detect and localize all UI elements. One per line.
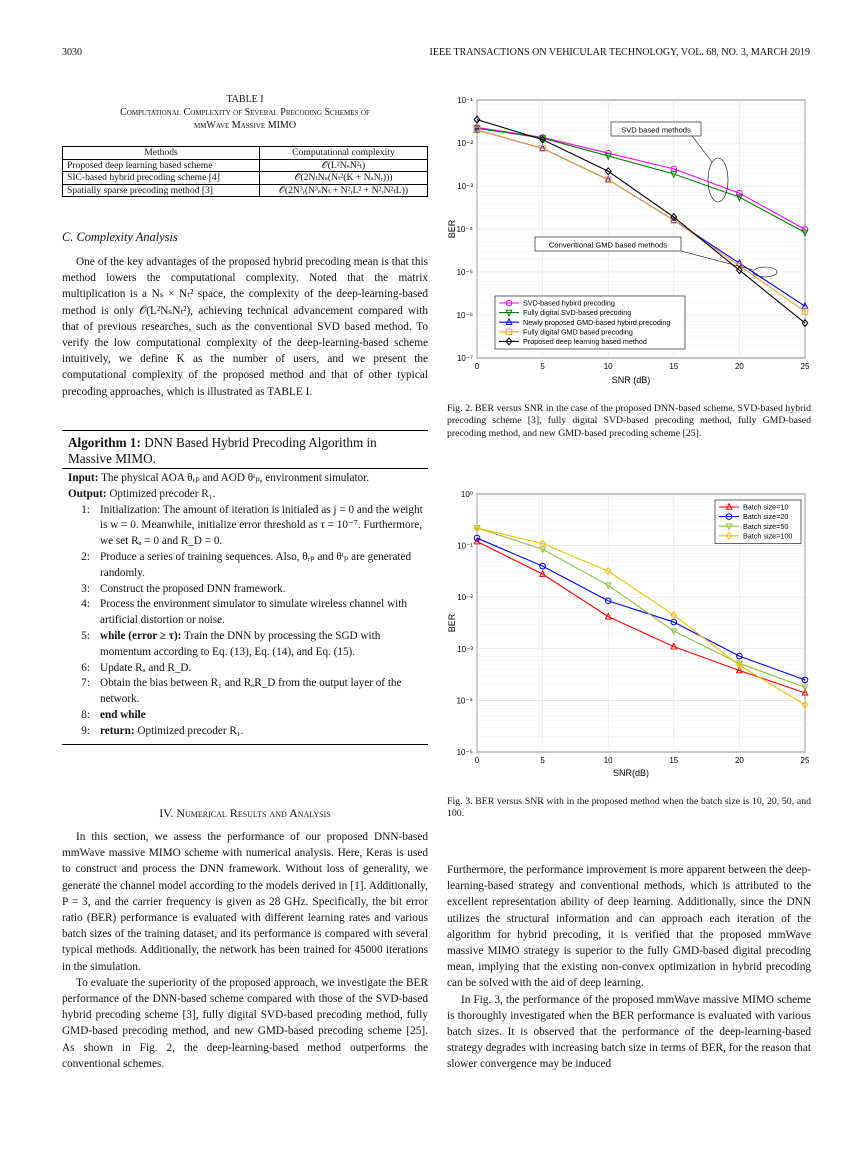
right-paragraph-1: Furthermore, the performance improvement is more apparent between the deep-learning-based strategy and conventional methods, which is attributed to the excellent representation ability of deep learning. Additionally, since the DNN utilizes the structural information and can approach each iteration of the algorithm for hybrid precoding, it is verified that the proposed mmWave massive MIMO strategy is superior to the fully GMD-based digital precoding mean, implying that the existing non-convex optimization in hybrid precoding can be solved with the aid of deep learning. [447,864,811,990]
table-header-methods: Methods [63,147,260,160]
algorithm-output: Optimized precoder R₁. [106,487,216,500]
y-tick-label: 10⁰ [460,490,473,499]
page-number: 3030 [62,47,82,58]
complexity-paragraph: One of the key advantages of the proposed hybrid precoding mean is that this method lowers the computational complexity. Noted that the matrix multiplication is a Nₛ × Nₜ² space, the complexity of the deep-learning-based method is only 𝒪(L²NₛNₜ²), achieving technical advancement compared with that of previous researches, such as the conventional SVD based method. To verify the low computational complexity of the deep-learning-based scheme intuitively, we define K as the number of users, and we present the computational complexity of the proposed method and that of other typical precoding approaches, which is illustrated as TABLE I. [62,256,428,398]
y-tick-label: 10⁻⁴ [456,225,473,234]
fig3-xlabel: SNR(dB) [612,768,650,778]
algorithm-step: 3: Construct the proposed DNN framework. [81,582,286,595]
algorithm-step: 2: Produce a series of training sequences. Also, θᵣₚ and θᵗₚ are generated randomly. [81,550,412,579]
algorithm-box [62,430,428,745]
table-cell: Proposed deep learning based scheme [63,159,260,172]
table-cell: Spatially sparse precoding method [3] [63,184,260,197]
x-tick-label: 25 [800,756,810,765]
algorithm-step: 4: Process the environment simulator to simulate wireless channel with artificial distortion or noise. [81,598,407,627]
fig2-chart [447,92,817,392]
y-tick-label: 10⁻⁴ [456,696,473,706]
legend-label: Fully digital SVD-based precoding [523,308,632,318]
legend-label: Newly proposed GMD-based hybird precoding [523,317,671,327]
fig3-caption: Fig. 3. BER versus SNR with in the proposed method when the batch size is 10, 20, 50, and 100. [447,796,811,820]
y-tick-label: 10⁻⁶ [456,311,473,320]
y-tick-label: 10⁻⁵ [456,748,473,757]
table-title-line2: mmWave Massive MIMO [193,120,297,131]
fig3-chart [447,486,817,782]
fig2-xlabel: SNR (dB) [611,375,651,385]
y-tick-label: 10⁻² [457,593,473,603]
fig2-caption: Fig. 2. BER versus SNR in the case of the proposed DNN-based scheme, SVD-based hybrid precoding scheme [3], fully digital SVD-based precoding method, fully GMD-based precoding method, and new GMD-based precoding scheme [25]. [447,403,811,439]
legend-label: Batch size=100 [743,531,793,541]
x-tick-label: 0 [474,362,480,371]
legend-label: Batch size=10 [743,502,789,512]
legend-label: SVD-based hybird precoding [523,298,615,308]
table-cell: 𝒪(2N³ᵣ(N³ₛNₜ + N²ᵣL² + N²ᵣN²ₜL)) [259,184,427,197]
algorithm-input-label: Input: [68,472,99,484]
y-tick-label: 10⁻¹ [457,541,473,551]
algorithm-step: 7: Obtain the bias between R₁ and RₐR_D from the output layer of the network. [81,677,402,706]
y-tick-label: 10⁻¹ [457,96,473,105]
x-tick-label: 20 [734,756,744,765]
fig3-ylabel: BER [447,613,457,633]
results-paragraph-1: In this section, we assess the performance of our proposed DNN-based mmWave massive MIMO scheme with numerical analysis. Here, Keras is used to construct and process the DNN framework. Without loss of generality, we generate the channel model according to the models derived in [1]. Additionally, P = 3, and the carrier frequency is given as 28 GHz. Specifically, the bit error ratio (BER) performance is evaluated with different learning rates and various batch sizes of the training dataset, and its performance is compared with several typical methods. Additionally, the network has been trained for 45000 iterations in the simulation. [62,831,428,973]
fig2-annotation-svd: SVD based methods [621,125,691,135]
legend-label: Batch size=50 [743,521,789,531]
section-heading-complexity: C. Complexity Analysis [62,230,178,244]
y-tick-label: 10⁻³ [457,644,473,654]
algorithm-title: DNN Based Hybrid Precoding Algorithm in Massive MIMO. [68,435,377,466]
algorithm-output-label: Output: [68,487,107,500]
section-heading-results: IV. Numerical Results and Analysis [159,806,331,820]
y-tick-label: 10⁻⁷ [456,354,473,363]
legend-label: Proposed deep learning based method [523,337,647,346]
algorithm-step: 9: return: Optimized precoder R₁. [81,724,244,737]
algorithm-input: The physical AOA θᵣₚ and AOD θᵗₚ, environment simulator. [98,472,370,484]
x-tick-label: 20 [734,362,744,371]
table-cell: 𝒪(2NₜNₛ(Nₜ²(K + NₛNᵣ))) [259,172,427,185]
algorithm-title-label: Algorithm 1: [68,435,141,450]
algorithm-step: 5: while (error ≥ τ): Train the DNN by processing the SGD with momentum according to Eq. (13), Eq. (14), and Eq. (15). [81,629,381,658]
x-tick-label: 5 [540,756,545,765]
table-title-line1: Computational Complexity of Several Precoding Schemes of [120,107,370,118]
legend-label: Batch size=20 [743,512,789,522]
table-cell: 𝒪(L²NₛN²ₜ) [259,159,427,172]
y-tick-label: 10⁻³ [457,182,473,191]
x-tick-label: 15 [669,362,679,371]
table-cell: SIC-based hybrid precoding scheme [4] [63,172,260,185]
x-tick-label: 10 [603,756,613,765]
x-tick-label: 15 [669,756,679,765]
x-tick-label: 5 [540,362,545,371]
journal-header: IEEE TRANSACTIONS ON VEHICULAR TECHNOLOGY, VOL. 68, NO. 3, MARCH 2019 [429,47,810,58]
y-tick-label: 10⁻⁵ [456,268,473,277]
algorithm-step: 1: Initialization: The amount of iteration is initialed as j = 0 and the weight is w = 0. Meanwhile, initialize error threshold as τ = 10⁻⁷. Furthermore, we set Rₐ = 0 and R_D = 0. [81,503,423,548]
complexity-table [62,146,428,197]
results-paragraph-2: To evaluate the superiority of the proposed approach, we investigate the BER performance of the DNN-based scheme compared with those of the SVD-based hybrid precoding scheme [3], fully digital SVD-based precoding method, fully GMD-based precoding method, and new GMD-based precoding scheme [25]. As shown in Fig. 2, the deep-learning-based method outperforms the conventional schemes. [62,976,428,1070]
right-paragraph-2: In Fig. 3, the performance of the proposed mmWave massive MIMO scheme is thoroughly investigated when the BER performance is evaluated with various batch sizes. It is observed that the performance of the deep-learning-based strategy degrades with increasing batch size in terms of BER, for the reason that slower convergence may be induced [447,993,811,1071]
x-tick-label: 25 [800,362,810,371]
legend-label: Fully digital GMD based precoding [523,327,633,337]
fig2-annotation-gmd: Conventional GMD based methods [548,240,668,250]
algorithm-step: 8: end while [81,708,146,721]
x-tick-label: 0 [474,756,480,765]
fig2-ylabel: BER [447,219,457,239]
table-header-complexity: Computational complexity [259,147,427,160]
x-tick-label: 10 [603,362,613,371]
table-label: TABLE I [226,94,264,105]
algorithm-step: 6: Update Rₐ and R_D. [81,661,192,674]
y-tick-label: 10⁻² [457,139,473,148]
